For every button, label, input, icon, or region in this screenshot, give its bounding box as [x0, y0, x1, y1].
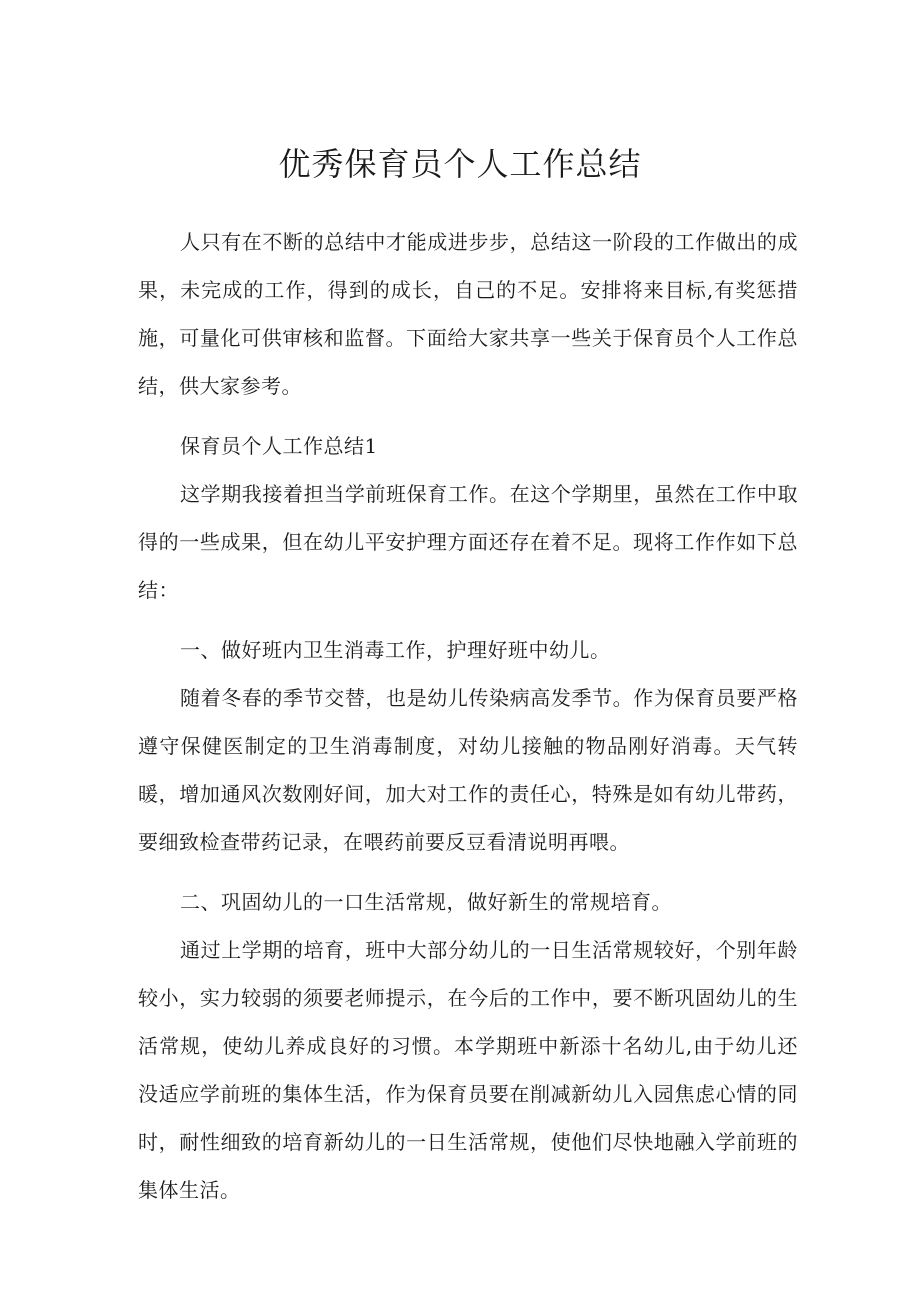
- routine-paragraph: 通过上学期的培育，班中大部分幼儿的一日生活常规较好，个别年龄较小，实力较弱的须要老师提示，在今后的工作中，要不断巩固幼儿的生活常规，使幼儿养成良好的习惯。本学期班中新添十名幼儿,由于幼儿还没适应学前班的集体生活，作为保育员要在削减新幼儿入园焦虑心情的同时，耐性细致的培育新幼儿的一日生活常规，使他们尽快地融入学前班的集体生活。: [138, 938, 798, 1202]
- document-title: 优秀保育员个人工作总结: [278, 145, 642, 183]
- section-heading-1: 保育员个人工作总结1: [180, 434, 378, 458]
- intro-paragraph: 人只有在不断的总结中才能成进步步，总结这一阶段的工作做出的成果，未完成的工作，得到的成长，自己的不足。安排将来目标,有奖惩措施，可量化可供审核和监督。下面给大家共享一些关于保育员个人工作总结，供大家参考。: [138, 230, 798, 398]
- subheading-hygiene: 一、做好班内卫生消毒工作，护理好班中幼儿。: [180, 638, 611, 662]
- summary-intro-paragraph: 这学期我接着担当学前班保育工作。在这个学期里，虽然在工作中取得的一些成果，但在幼儿平安护理方面还存在着不足。现将工作作如下总结：: [138, 482, 798, 602]
- document-body: [138, 218, 798, 1226]
- subheading-routine: 二、巩固幼儿的一口生活常规，做好新生的常规培育。: [180, 890, 672, 914]
- hygiene-paragraph: 随着冬春的季节交替，也是幼儿传染病高发季节。作为保育员要严格遵守保健医制定的卫生消毒制度，对幼儿接触的物品刚好消毒。天气转暖，增加通风次数刚好间，加大对工作的责任心，特殊是如有幼儿带药，要细致检查带药记录，在喂药前要反豆看清说明再喂。: [138, 686, 798, 854]
